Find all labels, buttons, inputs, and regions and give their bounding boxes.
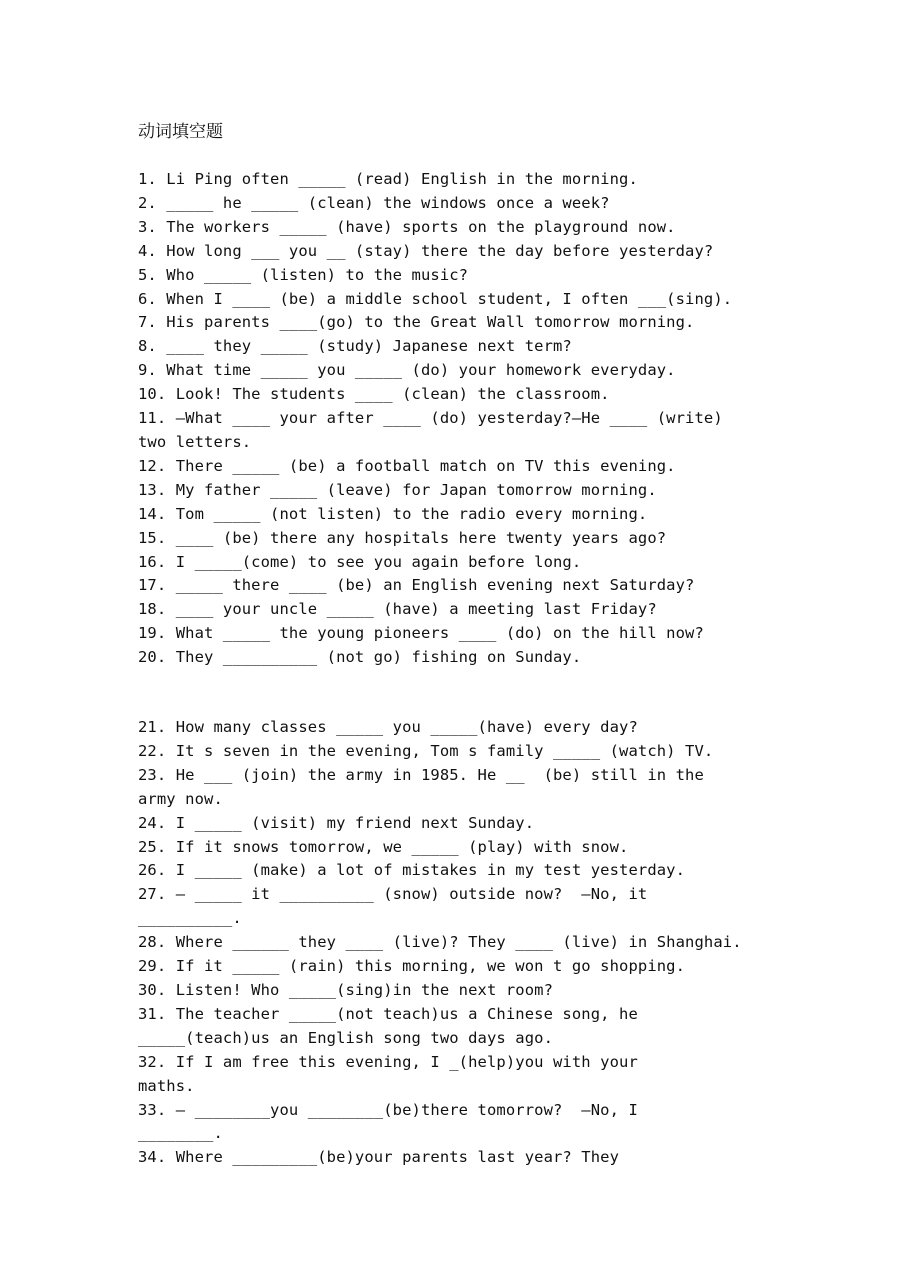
exercise-line: army now. — [138, 789, 223, 808]
exercise-line: ________. — [138, 1124, 223, 1143]
exercise-line: 33. — ________you ________(be)there tomorrow? —No, I — [138, 1100, 638, 1119]
exercise-line: 25. If it snows tomorrow, we _____ (play) with snow. — [138, 837, 629, 856]
exercise-line: 4. How long ___ you __ (stay) there the day before yesterday? — [138, 241, 714, 260]
exercise-line: 16. I _____(come) to see you again before long. — [138, 552, 582, 571]
exercise-line: 29. If it _____ (rain) this morning, we won t go shopping. — [138, 957, 686, 976]
exercise-line: 23. He ___ (join) the army in 1985. He __ (be) still in the — [138, 765, 704, 784]
exercise-line: 7. His parents ____(go) to the Great Wall tomorrow morning. — [138, 313, 695, 332]
exercise-line: 5. Who _____ (listen) to the music? — [138, 265, 469, 284]
exercise-line: 14. Tom _____ (not listen) to the radio every morning. — [138, 504, 648, 523]
exercise-line: 9. What time _____ you _____ (do) your homework everyday. — [138, 361, 676, 380]
exercise-line: 24. I _____ (visit) my friend next Sunday. — [138, 813, 535, 832]
exercise-line: 18. ____ your uncle _____ (have) a meeting last Friday? — [138, 600, 657, 619]
exercise-line: 2. _____ he _____ (clean) the windows once a week? — [138, 193, 610, 212]
exercise-line: 26. I _____ (make) a lot of mistakes in my test yesterday. — [138, 861, 686, 880]
exercise-line: 34. Where _________(be)your parents last year? They — [138, 1148, 620, 1167]
exercise-line: 13. My father _____ (leave) for Japan tomorrow morning. — [138, 480, 657, 499]
exercise-line: 15. ____ (be) there any hospitals here twenty years ago? — [138, 528, 667, 547]
exercise-line: _____(teach)us an English song two days ago. — [138, 1028, 553, 1047]
exercise-line: 27. — _____ it __________ (snow) outside now? —No, it — [138, 885, 648, 904]
exercise-line: 31. The teacher _____(not teach)us a Chinese song, he — [138, 1004, 638, 1023]
exercise-line: two letters. — [138, 432, 252, 451]
exercise-line: 20. They __________ (not go) fishing on Sunday. — [138, 648, 582, 667]
exercise-line: maths. — [138, 1076, 195, 1095]
exercise-line: 10. Look! The students ____ (clean) the classroom. — [138, 385, 610, 404]
exercise-line: 17. _____ there ____ (be) an English evening next Saturday? — [138, 576, 695, 595]
page-title: 动词填空题 — [138, 122, 223, 142]
exercise-line: 32. If I am free this evening, I _(help)you with your — [138, 1052, 638, 1071]
exercise-line: __________. — [138, 909, 242, 928]
exercise-line: 12. There _____ (be) a football match on TV this evening. — [138, 456, 676, 475]
exercise-line: 19. What _____ the young pioneers ____ (do) on the hill now? — [138, 624, 704, 643]
exercise-line: 6. When I ____ (be) a middle school student, I often ___(sing). — [138, 289, 733, 308]
exercise-list-1 — [138, 168, 778, 670]
exercise-line: 28. Where ______ they ____ (live)? They ____ (live) in Shanghai. — [138, 933, 742, 952]
exercise-line: 22. It s seven in the evening, Tom s family _____ (watch) TV. — [138, 741, 714, 760]
exercise-line: 21. How many classes _____ you _____(have) every day? — [138, 718, 638, 736]
exercise-line: 30. Listen! Who _____(sing)in the next room? — [138, 980, 553, 999]
exercise-line: 3. The workers _____ (have) sports on the playground now. — [138, 217, 676, 236]
exercise-line: 8. ____ they _____ (study) Japanese next term? — [138, 337, 572, 356]
exercise-line: 11. —What ____ your after ____ (do) yesterday?—He ____ (write) — [138, 409, 723, 428]
exercise-list-2 — [138, 716, 778, 1170]
exercise-line: 1. Li Ping often _____ (read) English in the morning. — [138, 170, 638, 188]
